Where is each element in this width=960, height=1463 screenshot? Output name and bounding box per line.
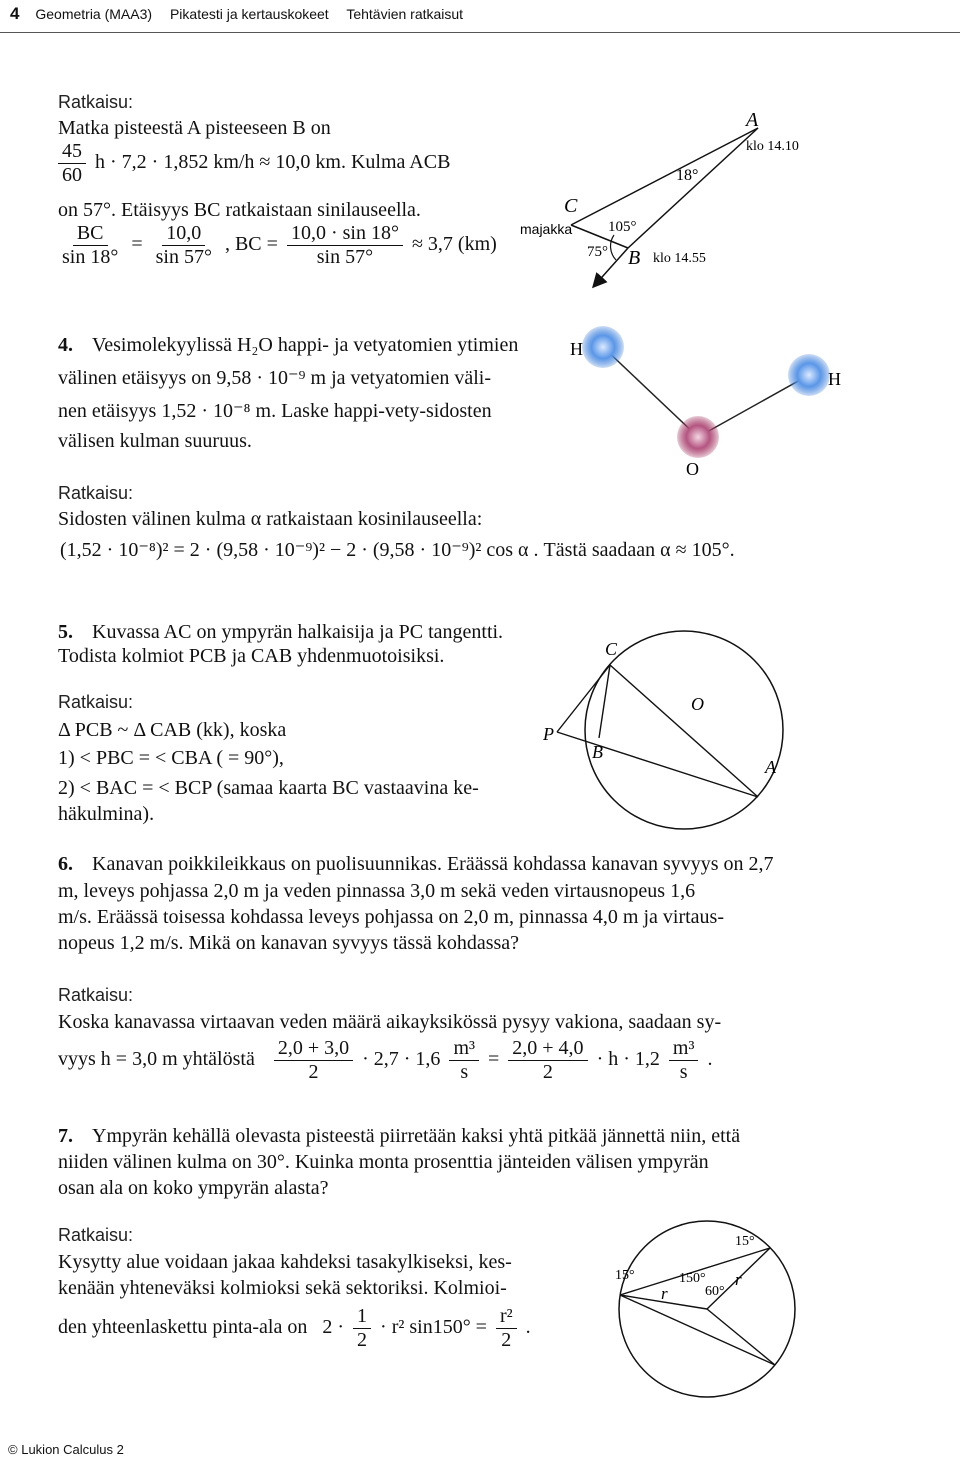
- p4-text3a: nen etäisyys: [58, 400, 157, 422]
- p5-label-c: C: [605, 639, 618, 659]
- p6-sol1: Koska kanavassa virtaavan veden määrä aikayksikössä pysyy vakiona, saadaan sy-: [58, 1011, 722, 1033]
- p7-angle-15-top: 15°: [735, 1234, 755, 1249]
- p5-sol2: 1) < PBC = < CBA ( = 90°),: [58, 747, 284, 769]
- p4-oxygen-atom: [677, 416, 719, 458]
- p6-u1-num: m³: [449, 1037, 479, 1061]
- p5-sol4: häkulmina).: [58, 803, 155, 825]
- p7-number: 7.: [58, 1125, 73, 1147]
- solution-label-4: Ratkaisu:: [58, 483, 134, 503]
- p3-label-c: C: [564, 195, 578, 217]
- p3-time-denominator: 60: [62, 164, 82, 186]
- p3-klo-b: klo 14.55: [653, 251, 706, 266]
- p3-line2: [58, 140, 450, 187]
- p6-f2-num: 2,0 + 4,0: [508, 1037, 587, 1061]
- p7-chord-lower: [620, 1295, 775, 1365]
- footer-text: Lukion Calculus 2: [21, 1442, 124, 1457]
- p5-label-b: B: [592, 742, 603, 762]
- p7-sol3d: .: [525, 1316, 531, 1339]
- p7-label-r1: r: [735, 1270, 742, 1289]
- solution-label-3: Ratkaisu:: [58, 92, 134, 112]
- header-section: Pikatesti ja kertauskokeet: [169, 6, 329, 22]
- p3-time-numerator: 45: [58, 140, 86, 164]
- p3-klo-a: klo 14.10: [746, 139, 799, 154]
- p7-sol3b: 2 ·: [322, 1316, 345, 1339]
- p7-text3: osan ala on koko ympyrän alasta?: [58, 1177, 329, 1199]
- p4-figure: [560, 325, 860, 485]
- p5-secant-pa: [557, 732, 758, 797]
- p5-text2: Todista kolmiot PCB ja CAB yhdenmuotoisiksi.: [58, 645, 445, 667]
- p6-f1-num: 2,0 + 3,0: [274, 1037, 353, 1061]
- p7-f2-num: r²: [496, 1305, 517, 1329]
- p5-diameter-ac: [610, 665, 758, 797]
- p6-u2-num: m³: [669, 1037, 699, 1061]
- p5-circle: [585, 631, 783, 829]
- p4-number: 4.: [58, 334, 73, 356]
- p7-text2: niiden välinen kulma on 30°. Kuinka monta prosenttia jänteiden välisen ympyrän: [58, 1151, 709, 1173]
- p6-mid2: · h · 1,2: [596, 1048, 660, 1071]
- p4-hydrogen-atom-2: [788, 354, 830, 396]
- p3-label-b: B: [628, 247, 641, 269]
- p3-line-ca: [571, 128, 758, 225]
- page-header: [10, 4, 477, 24]
- p7-angle-150: 150°: [679, 1271, 706, 1286]
- p3-angle-75: 75°: [587, 244, 608, 260]
- p5-sol3: 2) < BAC = < BCP (samaa kaarta BC vastaavina ke-: [58, 777, 479, 799]
- p5-figure: [535, 630, 835, 830]
- p6-end: .: [707, 1048, 713, 1071]
- solution-label-5: Ratkaisu:: [58, 692, 134, 712]
- p7-label-r2: r: [661, 1284, 668, 1303]
- p5-label-o: O: [691, 694, 704, 714]
- p3-figure: [510, 100, 830, 300]
- p5-text1: Kuvassa AC on ympyrän halkaisija ja PC tangentti.: [92, 621, 504, 643]
- p3-majakka: majakka: [520, 221, 573, 237]
- p6-text3: m/s. Eräässä toisessa kohdassa leveys pohjassa on 2,0 m, pinnassa 4,0 m ja virtaus-: [58, 906, 724, 928]
- header-course: Geometria (MAA3): [35, 6, 153, 22]
- p3-angle-105: 105°: [608, 219, 637, 235]
- p4-text2b: m ja vetyatomien väli-: [310, 367, 492, 389]
- p4-text3b: m. Laske happi-vety-sidosten: [255, 400, 492, 422]
- solution-label-6: Ratkaisu:: [58, 985, 134, 1005]
- p4-text1: Vesimolekyylissä H₂O happi- ja vetyatomien ytimien: [92, 334, 519, 356]
- p3-distance-text: h · 7,2 · 1,852 km/h ≈ 10,0 km. Kulma ACB: [95, 151, 451, 174]
- p7-text1: Ympyrän kehällä olevasta pisteestä piirretään kaksi yhtä pitkää jännettä niin, että: [92, 1125, 741, 1147]
- p7-angle-15-left: 15°: [615, 1268, 635, 1283]
- p6-text1: Kanavan poikkileikkaus on puolisuunnikas. Eräässä kohdassa kanavan syvyys on 2,7: [92, 853, 774, 875]
- page-footer: [8, 1442, 124, 1458]
- p7-sol3: [58, 1305, 531, 1352]
- p7-f1-num: 1: [353, 1305, 371, 1329]
- p5-label-a: A: [765, 757, 776, 777]
- p6-u2-den: s: [679, 1061, 688, 1083]
- p4-dist-oh: 9,58 · 10⁻⁹: [216, 367, 306, 389]
- p6-f2-den: 2: [542, 1061, 553, 1083]
- p4-sol-text: Sidosten välinen kulma α ratkaistaan kosinilauseella:: [58, 508, 483, 530]
- p6-mid1: · 2,7 · 1,6: [362, 1048, 441, 1071]
- p7-sol1: Kysytty alue voidaan jakaa kahdeksi tasakylkiseksi, kes-: [58, 1251, 512, 1273]
- p4-text2a: välinen etäisyys on: [58, 367, 212, 389]
- p4-text2: [58, 366, 491, 390]
- p3-line3: on 57°. Etäisyys BC ratkaistaan sinilauseella.: [58, 199, 421, 221]
- p6-text2: m, leveys pohjassa 2,0 m ja veden pinnassa 3,0 m sekä veden virtausnopeus 1,6: [58, 880, 696, 902]
- p4-equation: (1,52 · 10⁻⁸)² = 2 · (9,58 · 10⁻⁹)² − 2 · (9,58 · 10⁻⁹)² cos α . Tästä saadaan α ≈ 105°.: [60, 539, 735, 561]
- p3-f3-num: 10,0 · sin 18°: [287, 222, 403, 246]
- p7-radius-2: [707, 1309, 775, 1365]
- p7-sol3a: den yhteenlaskettu pinta-ala on: [58, 1316, 308, 1339]
- p3-result: ≈ 3,7 (km): [411, 233, 497, 256]
- p3-f1-num: BC: [73, 222, 108, 246]
- p7-figure: [595, 1215, 865, 1415]
- p3-line1: Matka pisteestä A pisteeseen B on: [58, 117, 331, 139]
- p5-number: 5.: [58, 621, 73, 643]
- p3-f2-den: sin 57°: [155, 246, 212, 268]
- p3-f1-den: sin 18°: [62, 246, 119, 268]
- p3-sine-law: $\frac{BC}{\sin 18^\circ}$ = $\frac{10,0}{\sin 57^\circ}$ , BC = $\frac{10,0 \cdot \sin 18^\circ}{\sin 57^\circ}$ ≈ 3,7 (km): [58, 222, 497, 269]
- p7-angle-60: 60°: [705, 1284, 725, 1299]
- p3-f2-num: 10,0: [162, 222, 205, 246]
- p4-label-o: O: [686, 459, 699, 479]
- page-number: 4: [10, 4, 20, 23]
- p3-label-a: A: [746, 109, 759, 131]
- p7-f2-den: 2: [501, 1329, 512, 1351]
- p7-sol2: kenään yhteneväksi kolmioksi sekä sektoriksi. Kolmioi-: [58, 1277, 507, 1299]
- p3-angle-18: 18°: [676, 167, 699, 184]
- p7-f1-den: 2: [357, 1329, 368, 1351]
- solution-label-7: Ratkaisu:: [58, 1225, 134, 1245]
- p4-dist-hh: 1,52 · 10⁻⁸: [161, 400, 251, 422]
- p6-text4: nopeus 1,2 m/s. Mikä on kanavan syvyys tässä kohdassa?: [58, 932, 520, 954]
- p6-f1-den: 2: [308, 1061, 319, 1083]
- p3-bc-eq: , BC =: [224, 233, 278, 256]
- p4-label-h1: H: [570, 339, 583, 359]
- p4-text3: [58, 399, 492, 423]
- p6-sol2a: vyys h = 3,0 m yhtälöstä: [58, 1048, 255, 1071]
- p5-label-p: P: [543, 724, 554, 744]
- p6-sol2: [58, 1037, 712, 1084]
- header-subsection: Tehtävien ratkaisut: [346, 6, 464, 22]
- p4-text4: välisen kulman suuruus.: [58, 430, 252, 452]
- p6-eq: =: [488, 1048, 500, 1071]
- p3-angle-arc: [611, 235, 616, 260]
- p3-line-ba: [628, 128, 758, 248]
- p4-label-h2: H: [828, 369, 841, 389]
- p3-f3-den: sin 57°: [316, 246, 374, 268]
- p6-number: 6.: [58, 853, 73, 875]
- p7-sol3c: · r² sin150° =: [380, 1316, 487, 1339]
- p4-hydrogen-atom-1: [582, 326, 624, 368]
- copyright-icon: ©: [8, 1442, 18, 1457]
- p6-u1-den: s: [460, 1061, 469, 1083]
- header-rule: [0, 32, 960, 33]
- p5-sol1: Δ PCB ~ Δ CAB (kk), koska: [58, 719, 287, 741]
